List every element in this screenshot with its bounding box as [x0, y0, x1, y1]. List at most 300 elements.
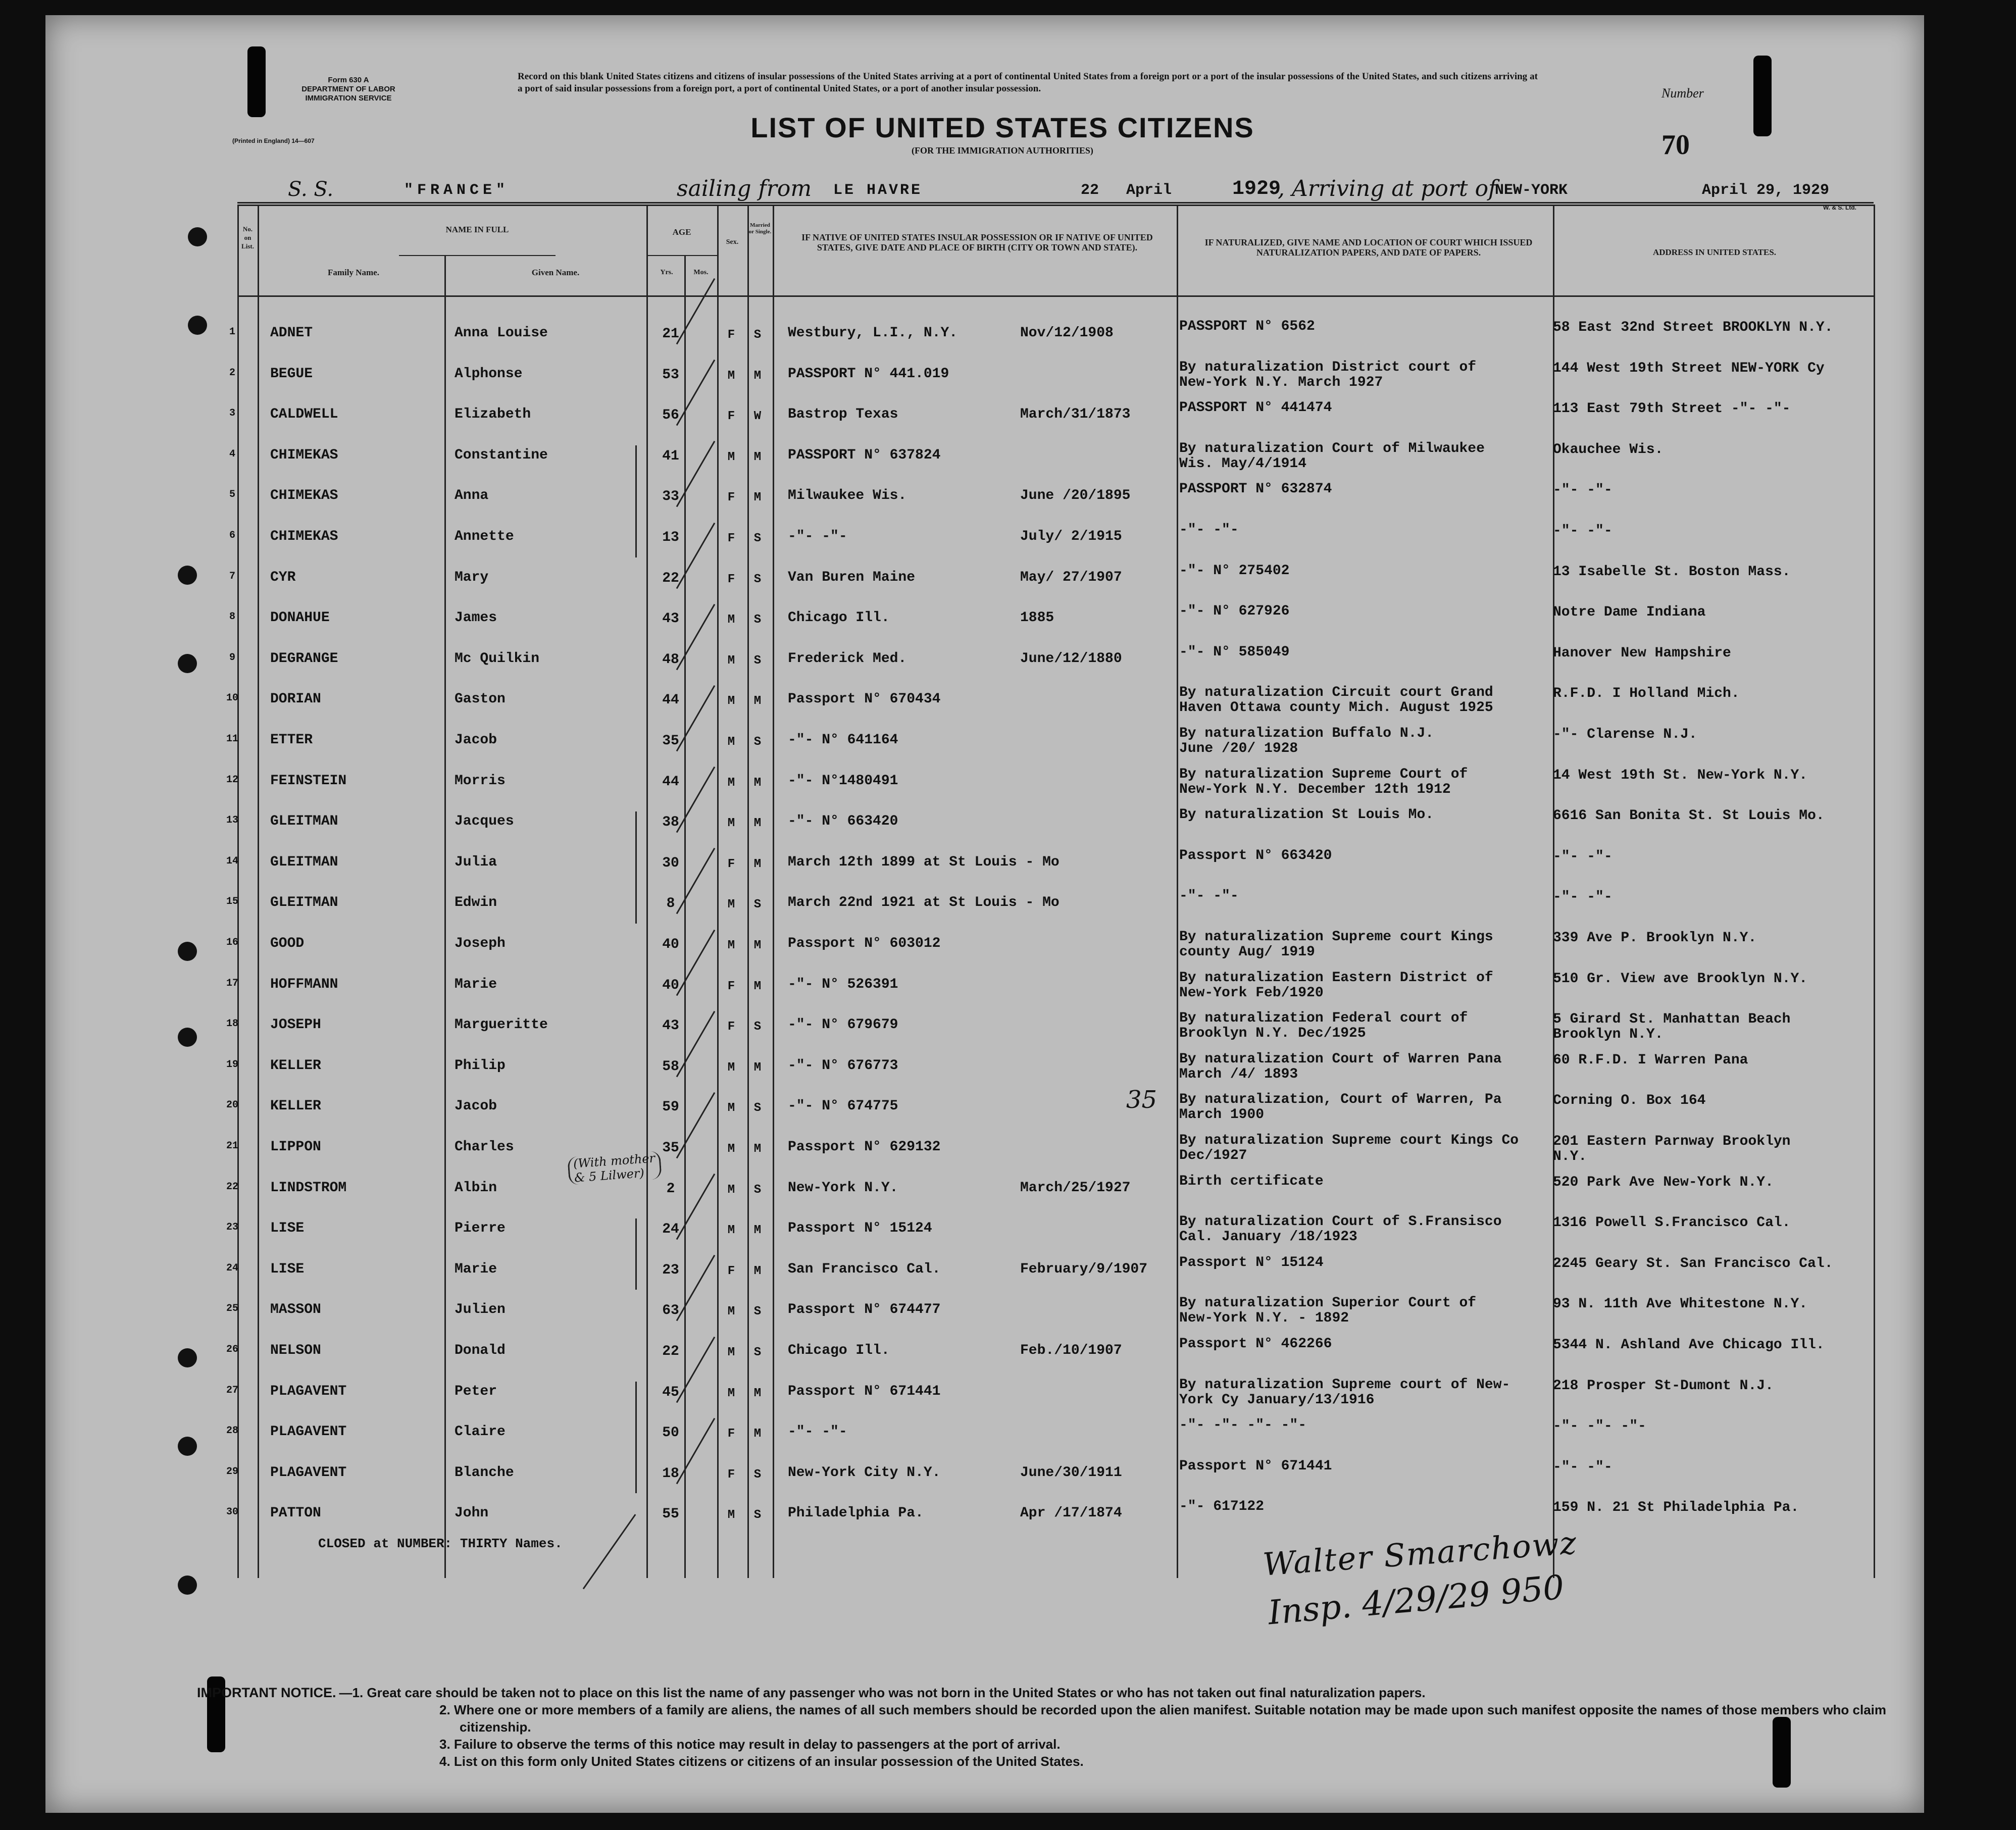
row-number: 2: [229, 367, 235, 379]
marital-status: M: [753, 817, 762, 831]
us-address: 1316 Powell S.Francisco Cal.: [1553, 1215, 1791, 1231]
us-address: -"- -"-: [1553, 889, 1612, 905]
marital-status: S: [753, 1305, 762, 1319]
birth-or-passport: Van Buren Maine: [788, 569, 916, 585]
us-address: 13 Isabelle St. Boston Mass.: [1553, 564, 1791, 580]
sex: F: [727, 1264, 735, 1278]
row-number: 6: [229, 530, 235, 541]
birth-or-passport: -"- -"-: [788, 1424, 847, 1440]
marital-status: M: [753, 979, 762, 993]
table-row: [45, 1336, 1924, 1380]
col-no: No. on List.: [241, 225, 254, 250]
row-number: 26: [226, 1344, 238, 1355]
given-name: Joseph: [455, 936, 506, 951]
naturalization: By naturalization Buffalo N.J. June /20/ 1928: [1179, 726, 1434, 756]
us-address: 93 N. 11th Ave Whitestone N.Y.: [1553, 1296, 1808, 1312]
age-years: 2: [666, 1181, 675, 1197]
row-number: 5: [229, 489, 235, 501]
us-address: 159 N. 21 St Philadelphia Pa.: [1553, 1500, 1799, 1516]
col-family-name: Family Name.: [328, 268, 379, 277]
birth-or-passport: -"- N° 676773: [788, 1057, 898, 1074]
naturalization: PASSPORT N° 632874: [1179, 481, 1332, 497]
age-years: 40: [662, 977, 679, 993]
marital-status: M: [753, 1224, 762, 1238]
row-number: 1: [229, 326, 235, 338]
table-row: [45, 563, 1924, 607]
naturalization: Passport N° 462266: [1179, 1336, 1332, 1352]
birth-or-passport: New-York N.Y.: [788, 1180, 898, 1196]
notice-item-2: 2. Where one or more members of a family are aliens, the names of all such members should be recorded upon the alien manifest. Suitable notation may be made upon such manifest opposite the names of those members who claim citizenship.: [439, 1702, 1887, 1735]
family-name: ADNET: [270, 325, 313, 341]
marital-status: M: [753, 491, 762, 505]
birth-or-passport: Passport N° 15124: [788, 1221, 932, 1237]
given-name: Edwin: [455, 895, 497, 911]
age-years: 59: [662, 1099, 679, 1115]
age-years: 35: [662, 1140, 679, 1156]
age-years: 22: [662, 570, 679, 586]
table-row: [45, 807, 1924, 851]
age-years: 23: [662, 1262, 679, 1278]
binder-hole: [188, 227, 207, 246]
with-mother-note: (With mother & 5 Lilwer): [567, 1151, 662, 1186]
us-address: 510 Gr. View ave Brooklyn N.Y.: [1553, 971, 1808, 987]
naturalization: Passport N° 15124: [1179, 1254, 1324, 1270]
row-number: 21: [226, 1140, 238, 1152]
us-address: 218 Prosper St-Dumont N.J.: [1553, 1378, 1774, 1394]
given-name: Julia: [455, 854, 497, 870]
naturalization: By naturalization St Louis Mo.: [1179, 807, 1434, 823]
table-row: [45, 1214, 1924, 1258]
age-years: 44: [662, 774, 679, 790]
table-row: [45, 847, 1924, 892]
family-name: CHIMEKAS: [270, 529, 338, 544]
birth-date: June/12/1880: [1020, 650, 1122, 667]
birth-or-passport: -"- N° 679679: [788, 1017, 898, 1033]
marital-status: S: [753, 532, 762, 545]
naturalization: By naturalization, Court of Warren, Pa March 1900: [1179, 1092, 1502, 1123]
age-years: 40: [662, 937, 679, 952]
naturalization: Passport N° 671441: [1179, 1458, 1332, 1474]
age-years: 33: [662, 489, 679, 505]
sex: F: [727, 857, 735, 871]
form-number: Form 630 A: [328, 76, 369, 84]
given-name: Julien: [455, 1302, 506, 1318]
birth-or-passport: Frederick Med.: [788, 650, 907, 667]
row-number: 20: [226, 1099, 238, 1111]
row-number: 14: [226, 855, 238, 867]
given-name: Annette: [455, 529, 514, 544]
given-name: James: [455, 610, 497, 626]
signature: Walter Smarchowz: [1262, 1524, 1579, 1583]
family-bracket: [635, 1382, 637, 1494]
birth-or-passport: San Francisco Cal.: [788, 1261, 941, 1277]
us-address: 2245 Geary St. San Francisco Cal.: [1553, 1255, 1833, 1272]
family-bracket: [635, 811, 637, 924]
sex: F: [727, 1020, 735, 1034]
row-number: 13: [226, 815, 238, 827]
row-number: 10: [226, 692, 238, 704]
sex: M: [727, 653, 735, 668]
us-address: 14 West 19th St. New-York N.Y.: [1553, 767, 1808, 783]
birth-or-passport: -"- N° 641164: [788, 732, 898, 748]
sex: F: [727, 1467, 735, 1482]
sex: M: [727, 776, 735, 790]
us-address: -"- -"-: [1553, 848, 1612, 865]
given-name: Peter: [455, 1383, 497, 1399]
family-name: BEGUE: [270, 366, 313, 382]
given-name: Blanche: [455, 1464, 514, 1481]
given-name: Margueritte: [455, 1017, 548, 1033]
birth-or-passport: Westbury, L.I., N.Y.: [788, 325, 958, 341]
table-row: [45, 726, 1924, 770]
age-years: 30: [662, 855, 679, 871]
table-row: [45, 400, 1924, 444]
marital-status: M: [753, 1060, 762, 1075]
us-address: -"- -"- -"-: [1553, 1418, 1646, 1435]
marital-status: M: [753, 450, 762, 464]
sailing-from-label: sailing from: [677, 176, 812, 201]
age-years: 58: [662, 1058, 679, 1075]
us-address: 5 Girard St. Manhattan Beach Brooklyn N.Y.: [1553, 1011, 1791, 1043]
family-bracket: [635, 445, 637, 557]
arrival-port: NEW-YORK: [1495, 182, 1568, 199]
birth-or-passport: New-York City N.Y.: [788, 1464, 941, 1481]
us-address: R.F.D. I Holland Mich.: [1553, 686, 1740, 702]
naturalization: By naturalization Eastern District of New-York Feb/1920: [1179, 970, 1493, 1001]
birth-or-passport: March 12th 1899 at St Louis - Mo: [788, 854, 1060, 870]
us-address: Notre Dame Indiana: [1553, 604, 1706, 621]
naturalization: By naturalization District court of New-York N.Y. March 1927: [1179, 359, 1477, 390]
birth-date: March/25/1927: [1020, 1180, 1131, 1196]
birth-or-passport: March 22nd 1921 at St Louis - Mo: [788, 895, 1060, 911]
birth-or-passport: -"- -"-: [788, 529, 847, 544]
birth-or-passport: -"- N° 526391: [788, 976, 898, 992]
department: DEPARTMENT OF LABOR: [301, 85, 395, 93]
sex: M: [727, 817, 735, 831]
age-years: 43: [662, 611, 679, 627]
table-row: [45, 440, 1924, 485]
col-age: AGE: [672, 227, 691, 237]
table-row: [45, 929, 1924, 973]
us-address: -"- -"-: [1553, 1459, 1612, 1475]
row-number: 4: [229, 448, 235, 460]
arriving-label: , Arriving at port of: [1278, 176, 1497, 201]
marital-status: S: [753, 1101, 762, 1115]
family-name: HOFFMANN: [270, 976, 338, 992]
age-years: 56: [662, 408, 679, 424]
col-name-in-full: NAME IN FULL: [445, 225, 509, 234]
given-name: Jacob: [455, 732, 497, 748]
row-number: 22: [226, 1181, 238, 1193]
family-name: GLEITMAN: [270, 854, 338, 870]
sex: F: [727, 410, 735, 424]
table-row: [45, 1254, 1924, 1299]
list-number: 70: [1661, 129, 1690, 161]
given-name: Mary: [455, 569, 489, 585]
given-name: John: [455, 1505, 489, 1521]
sex: F: [727, 328, 735, 342]
col-birth: IF NATIVE OF UNITED STATES INSULAR POSSESSION OR IF NATIVE OF UNITED STATES, GIVE DATE AND PLACE OF BIRTH (CITY OR TOWN AND STATE).: [801, 232, 1153, 252]
sex: M: [727, 1346, 735, 1359]
birth-date: June /20/1895: [1020, 488, 1131, 504]
marital-status: S: [753, 735, 762, 749]
birth-or-passport: Passport N° 670434: [788, 691, 941, 707]
marital-status: M: [753, 1386, 762, 1400]
family-name: LISE: [270, 1221, 305, 1237]
birth-or-passport: PASSPORT N° 441.019: [788, 366, 949, 382]
age-years: 41: [662, 448, 679, 464]
table-row: [45, 359, 1924, 403]
marital-status: S: [753, 653, 762, 668]
naturalization: -"- N° 585049: [1179, 644, 1290, 660]
us-address: Corning O. Box 164: [1553, 1093, 1706, 1109]
birth-or-passport: Passport N° 671441: [788, 1383, 941, 1399]
family-name: KELLER: [270, 1057, 321, 1074]
sex: M: [727, 1386, 735, 1400]
naturalization: Birth certificate: [1179, 1173, 1324, 1189]
notice-item-1: —1. Great care should be taken not to place on this list the name of any passenger who was not born in the United States or who has not taken out final naturalization papers.: [339, 1685, 1426, 1700]
col-mos: Mos.: [693, 269, 709, 276]
closed-at: CLOSED at NUMBER: THIRTY Names.: [318, 1536, 563, 1551]
page-title: LIST OF UNITED STATES CITIZENS: [750, 112, 1254, 143]
table-row: [45, 1377, 1924, 1421]
row-number: 17: [226, 977, 238, 989]
birth-date: Nov/12/1908: [1020, 325, 1114, 341]
marital-status: M: [753, 776, 762, 790]
naturalization: Passport N° 663420: [1179, 847, 1332, 863]
birth-date: June/30/1911: [1020, 1464, 1122, 1481]
age-years: 44: [662, 692, 679, 708]
birth-or-passport: Chicago Ill.: [788, 610, 890, 626]
marital-status: M: [753, 1427, 762, 1441]
given-name: Jacob: [455, 1098, 497, 1114]
naturalization: By naturalization Supreme Court of New-York N.Y. December 12th 1912: [1179, 766, 1468, 797]
family-name: PLAGAVENT: [270, 1424, 347, 1440]
age-years: 38: [662, 815, 679, 831]
row-number: 9: [229, 651, 235, 664]
naturalization: By naturalization Supreme court Kings county Aug/ 1919: [1179, 929, 1493, 960]
birth-date: February/9/1907: [1020, 1261, 1148, 1277]
sex: F: [727, 979, 735, 993]
age-years: 43: [662, 1018, 679, 1034]
age-years: 45: [662, 1384, 679, 1400]
family-name: JOSEPH: [270, 1017, 321, 1033]
col-sex: Sex.: [726, 238, 739, 246]
age-years: 48: [662, 651, 679, 668]
row-number: 27: [226, 1384, 238, 1396]
table-row: [45, 970, 1924, 1014]
instructions: Record on this blank United States citizens and citizens of insular possessions of the United States arriving at a port of continental United States from a foreign port or a port of the insular possessions of the United States, and such citizens arriving at a port of said insular possessions from a foreign port, a port of continental United States, or a port of another insular possession.: [518, 71, 1538, 94]
row-number: 16: [226, 937, 238, 948]
naturalization: By naturalization Court of Milwaukee Wis. May/4/1914: [1179, 440, 1485, 472]
us-address: 520 Park Ave New-York N.Y.: [1553, 1174, 1774, 1190]
marital-status: S: [753, 572, 762, 586]
family-name: CHIMEKAS: [270, 447, 338, 463]
family-name: GLEITMAN: [270, 814, 338, 830]
given-name: Elizabeth: [455, 406, 531, 423]
given-name: Gaston: [455, 691, 506, 707]
printer-mark: W. & S. Ltd.: [1823, 204, 1856, 211]
age-years: 55: [662, 1506, 679, 1522]
birth-date: March/31/1873: [1020, 406, 1131, 423]
family-name: LISE: [270, 1261, 305, 1277]
marital-status: S: [753, 1467, 762, 1482]
sex: M: [727, 1183, 735, 1197]
depart-day: 22: [1081, 182, 1099, 199]
family-bracket: [635, 1218, 637, 1290]
depart-month: April: [1126, 182, 1172, 199]
sex: M: [727, 1101, 735, 1115]
sex: M: [727, 450, 735, 464]
naturalization: -"- 617122: [1179, 1499, 1265, 1515]
table-row: [45, 1133, 1924, 1177]
us-address: 58 East 32nd Street BROOKLYN N.Y.: [1553, 320, 1833, 335]
family-name: MASSON: [270, 1302, 321, 1318]
birth-or-passport: -"- N° 663420: [788, 814, 898, 830]
marital-status: S: [753, 1020, 762, 1034]
birth-or-passport: Passport N° 629132: [788, 1139, 941, 1155]
row-number: 24: [226, 1262, 238, 1274]
birth-date: July/ 2/1915: [1020, 529, 1122, 544]
row-number: 3: [229, 408, 235, 420]
given-name: Marie: [455, 976, 497, 992]
age-years: 21: [662, 326, 679, 342]
naturalization: PASSPORT N° 441474: [1179, 400, 1332, 416]
age-years: 53: [662, 367, 679, 383]
row-number: 18: [226, 1018, 238, 1030]
sex: M: [727, 369, 735, 383]
family-name: NELSON: [270, 1343, 321, 1358]
naturalization: By naturalization Court of Warren Pana March /4/ 1893: [1179, 1051, 1502, 1082]
us-address: 6616 San Bonita St. St Louis Mo.: [1553, 808, 1825, 824]
table-row: [45, 319, 1924, 363]
us-address: 201 Eastern Parnway Brooklyn N.Y.: [1553, 1134, 1791, 1164]
given-name: Alphonse: [455, 366, 523, 382]
col-yrs: Yrs.: [660, 269, 673, 276]
age-years: 22: [662, 1344, 679, 1359]
table-row: [45, 1173, 1924, 1217]
notice-item-4: 4. List on this form only United States citizens or citizens of an insular possession of the United States.: [439, 1754, 1084, 1769]
family-name: PLAGAVENT: [270, 1464, 347, 1481]
naturalization: By naturalization Circuit court Grand Haven Ottawa county Mich. August 1925: [1179, 685, 1493, 716]
sex: M: [727, 1508, 735, 1522]
given-name: Anna Louise: [455, 325, 548, 341]
us-address: 144 West 19th Street NEW-YORK Cy: [1553, 360, 1825, 376]
table-row: [45, 1295, 1924, 1339]
given-name: Philip: [455, 1057, 506, 1074]
binder-hole: [178, 1575, 197, 1595]
table-row: [45, 766, 1924, 810]
birth-or-passport: Philadelphia Pa.: [788, 1505, 924, 1521]
birth-or-passport: PASSPORT N° 637824: [788, 447, 941, 463]
important-notice: [197, 1684, 1894, 1770]
arrival-date: April 29, 1929: [1702, 182, 1830, 199]
row-number: 23: [226, 1222, 238, 1234]
age-years: 13: [662, 530, 679, 545]
sex: M: [727, 1060, 735, 1075]
marital-status: W: [753, 410, 762, 424]
row-number: 8: [229, 611, 235, 623]
given-name: Jacques: [455, 814, 514, 830]
depart-year: 1929: [1232, 178, 1281, 200]
inspection-date: Insp. 4/29/29 950: [1266, 1567, 1566, 1633]
archive-mark: [1753, 56, 1772, 136]
table-row: [45, 603, 1924, 647]
us-address: 5344 N. Ashland Ave Chicago Ill.: [1553, 1337, 1825, 1353]
table-row: [45, 1010, 1924, 1054]
birth-or-passport: Passport N° 674477: [788, 1302, 941, 1318]
sex: F: [727, 532, 735, 545]
sex: M: [727, 735, 735, 749]
row-number: 12: [226, 774, 238, 786]
given-name: Donald: [455, 1343, 506, 1358]
age-years: 24: [662, 1222, 679, 1238]
family-name: LIPPON: [270, 1139, 321, 1155]
us-address: -"- Clarense N.J.: [1553, 727, 1697, 742]
col-given-name: Given Name.: [531, 268, 580, 277]
birth-or-passport: Milwaukee Wis.: [788, 488, 907, 504]
ship-name: "FRANCE": [404, 182, 510, 199]
birth-date: Feb./10/1907: [1020, 1343, 1122, 1358]
us-address: -"- -"-: [1553, 523, 1612, 539]
given-name: Charles: [455, 1139, 514, 1155]
marital-status: M: [753, 1264, 762, 1278]
sex: M: [727, 1142, 735, 1156]
col-address: ADDRESS IN UNITED STATES.: [1652, 247, 1777, 257]
naturalization: PASSPORT N° 6562: [1179, 319, 1315, 334]
naturalization: By naturalization Supreme court of New- York Cy January/13/1916: [1179, 1377, 1510, 1408]
marital-status: M: [753, 857, 762, 871]
given-name: Albin: [455, 1180, 497, 1196]
us-address: 60 R.F.D. I Warren Pana: [1553, 1052, 1748, 1068]
given-name: Marie: [455, 1261, 497, 1277]
col-married: Married or Single.: [748, 222, 772, 235]
ship-prefix: S. S.: [288, 178, 334, 201]
marital-status: S: [753, 328, 762, 342]
row-number: 25: [226, 1303, 238, 1315]
marital-status: S: [753, 1508, 762, 1522]
naturalization: -"- N° 627926: [1179, 603, 1290, 620]
marital-status: S: [753, 1346, 762, 1359]
notice-label: IMPORTANT NOTICE.: [197, 1685, 336, 1700]
table-row: [45, 644, 1924, 688]
age-years: 8: [666, 896, 675, 912]
manifest-sheet: [45, 15, 1924, 1813]
family-name: PLAGAVENT: [270, 1383, 347, 1399]
row-number: 11: [226, 733, 238, 745]
given-name: Claire: [455, 1424, 506, 1440]
marital-status: S: [753, 898, 762, 912]
us-address: Okauchee Wis.: [1553, 441, 1664, 458]
age-years: 63: [662, 1303, 679, 1319]
marital-status: M: [753, 1142, 762, 1156]
family-name: KELLER: [270, 1098, 321, 1114]
family-name: GOOD: [270, 936, 305, 951]
table-row: [45, 1458, 1924, 1502]
birth-date: 1885: [1020, 610, 1054, 626]
marital-status: M: [753, 369, 762, 383]
row-number: 19: [226, 1058, 238, 1071]
us-address: -"- -"-: [1553, 482, 1612, 498]
sex: M: [727, 694, 735, 708]
family-name: GLEITMAN: [270, 895, 338, 911]
age-years: 50: [662, 1425, 679, 1441]
family-name: ETTER: [270, 732, 313, 748]
sex: M: [727, 1224, 735, 1238]
naturalization: By naturalization Federal court of Brooklyn N.Y. Dec/1925: [1179, 1010, 1468, 1042]
naturalization: -"- -"-: [1179, 888, 1239, 904]
sex: M: [727, 613, 735, 627]
